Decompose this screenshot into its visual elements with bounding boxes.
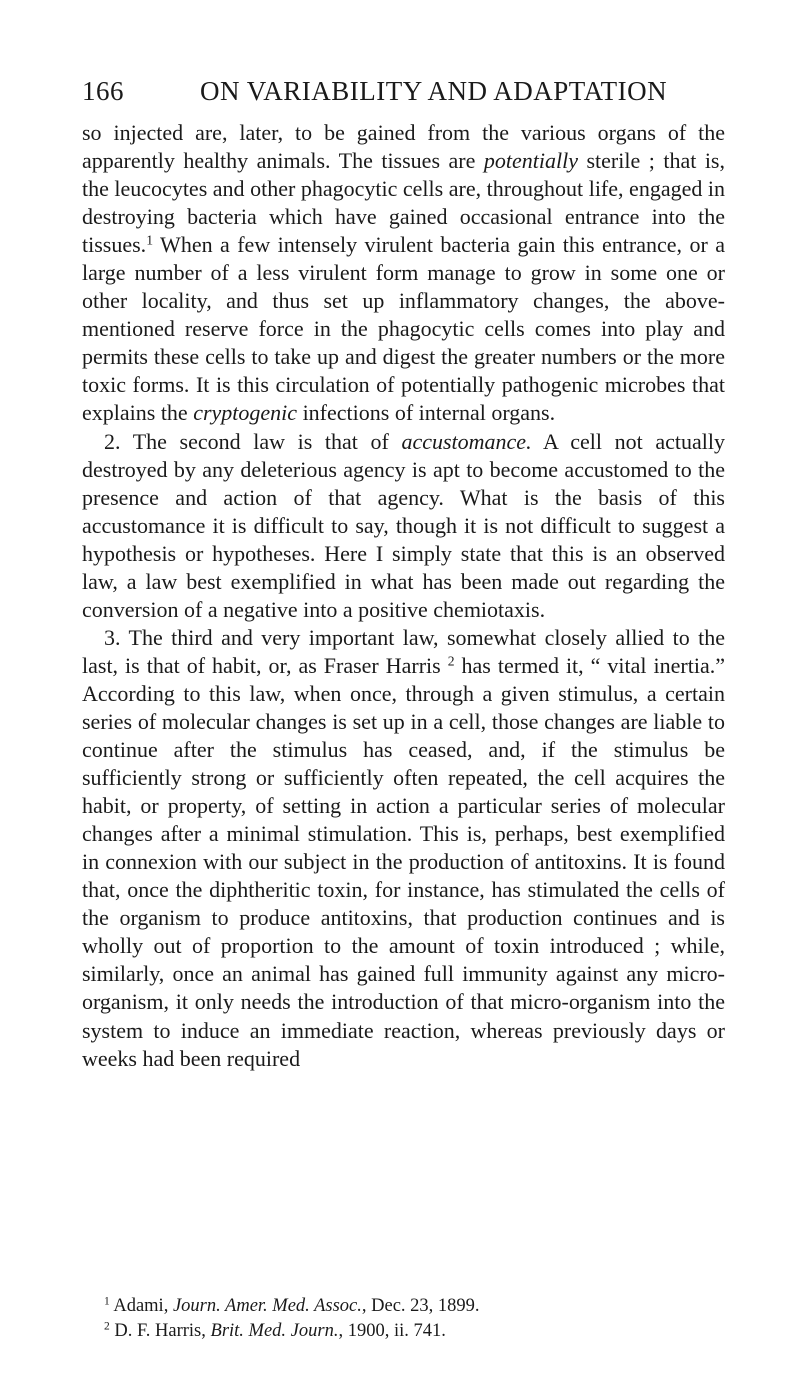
paragraph-text: has termed it, “ vital inertia.” According to this law, when once, through a given stimulus, a certain series of molecular changes is set up in a cell, those changes are liable to continue after the stimulus has ceased, and, if the stimulus be sufficiently strong or sufficiently often repeated, the cell acquires the habit, or property, of setting in action a particular series of molecular changes after a minimal stimulation. This is, perhaps, best exemplified in connexion with our subject in the production of antitoxins. It is found that, once the diphtheritic toxin, for instance, has stimulated the cells of the organism to produce antitoxins, that production continues and is wholly out of proportion to the amount of toxin introduced ; while, similarly, once an animal has gained full immunity against any micro-organism, it only needs the introduction of that micro-organism into the system to induce an immediate reaction, whereas previously days or weeks had been required xyxy=(82,652,725,1071)
paragraph-text: A cell not actually destroyed by any deleterious agency is apt to become accustomed to the presence and action of that agency. What is the basis of this accustomance it is difficult to say, though it is not difficult to suggest a hypothesis or hypotheses. Here I simply state that this is an observed law, a law best exemplified in what has been made out regarding the conversion of a negative into a positive chemiotaxis. xyxy=(82,428,725,622)
running-title: ON VARIABILITY AND ADAPTATION xyxy=(200,76,668,106)
emphasis-text: accustomance. xyxy=(401,428,532,454)
paragraph-text: sterile ; that is, the leucocytes and other phagocytic cells are, throughout life, engaged in destroying bacteria which have gained occasional entrance into the tissues. xyxy=(82,148,725,258)
page-number: 166 xyxy=(82,76,124,106)
footnote-author: D. F. Harris, xyxy=(114,1321,211,1341)
paragraph-text: so injected are, later, to be gained from the various organs of the apparently healthy animals. The tissues are xyxy=(82,120,725,174)
body-text xyxy=(82,119,725,1073)
footnote-ref: 2 xyxy=(447,653,455,669)
footnotes xyxy=(82,1294,725,1344)
footnote-author: Adami, xyxy=(113,1296,173,1316)
emphasis-text: potentially xyxy=(483,148,578,174)
emphasis-text: cryptogenic xyxy=(193,400,298,426)
footnote-marker: 1 xyxy=(104,1295,110,1308)
footnote-journal: Brit. Med. Journ. xyxy=(210,1321,339,1341)
page-header xyxy=(82,76,742,116)
footnote-citation: , Dec. 23, 1899. xyxy=(361,1296,480,1316)
footnote xyxy=(82,1319,725,1344)
footnote-citation: , 1900, ii. 741. xyxy=(338,1321,446,1341)
footnote-ref: 1 xyxy=(146,232,153,248)
paragraph-2 xyxy=(82,428,725,624)
paragraph-text: 3. The third and very important law, somewhat closely allied to the last, is that of habit, or, as Fraser Harris xyxy=(82,624,725,678)
footnote xyxy=(82,1294,725,1319)
paragraph-text: infections of internal organs. xyxy=(297,400,556,426)
paragraph-1 xyxy=(82,119,725,428)
footnote-marker: 2 xyxy=(104,1320,110,1333)
paragraph-text: 2. The second law is that of xyxy=(104,428,402,454)
paragraph-3 xyxy=(82,624,725,1073)
paragraph-text: When a few intensely virulent bacteria gain this entrance, or a large number of a less virulent form manage to grow in some one or other locality, and thus set up inflammatory changes, the above-mentioned reserve force in the phagocytic cells comes into play and permits these cells to take up and digest the greater numbers or the more toxic forms. It is this circulation of potentially pathogenic microbes that explains the xyxy=(82,232,725,426)
footnote-journal: Journ. Amer. Med. Assoc. xyxy=(172,1296,362,1316)
